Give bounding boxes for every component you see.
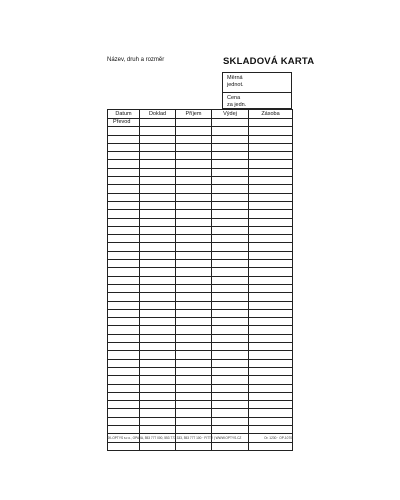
table-cell[interactable] — [176, 185, 212, 193]
table-cell[interactable] — [212, 425, 249, 433]
table-cell[interactable] — [108, 268, 140, 276]
unit-label-line2: jednot. — [227, 81, 244, 88]
table-row — [108, 442, 293, 450]
table-cell[interactable] — [176, 218, 212, 226]
table-cell[interactable] — [108, 343, 140, 351]
table-cell[interactable] — [212, 293, 249, 301]
table-cell[interactable] — [108, 409, 140, 417]
table-cell[interactable] — [108, 326, 140, 334]
table-cell[interactable] — [176, 243, 212, 251]
table-cell[interactable] — [212, 326, 249, 334]
table-row — [108, 343, 293, 351]
price-label-line2: za jedn. — [227, 101, 247, 108]
table-cell[interactable] — [212, 309, 249, 317]
table-cell[interactable] — [249, 127, 293, 135]
table-cell[interactable] — [140, 425, 176, 433]
table-cell[interactable] — [108, 359, 140, 367]
table-row — [108, 160, 293, 168]
table-cell[interactable] — [108, 301, 140, 309]
table-cell[interactable] — [176, 177, 212, 185]
table-cell[interactable] — [140, 226, 176, 234]
table-row — [108, 309, 293, 317]
table-cell[interactable] — [108, 351, 140, 359]
table-row — [108, 168, 293, 176]
table-row — [108, 425, 293, 433]
table-cell[interactable] — [249, 251, 293, 259]
table-row — [108, 367, 293, 375]
table-cell[interactable] — [140, 384, 176, 392]
footer-left: SK-OPTYS s.r.o., OPAVA, 553 777 000, 553 777 333, 553 777 100 · FITTY | WWW.OPTYS.CZ — [107, 436, 242, 440]
table-cell[interactable] — [108, 177, 140, 185]
table-row — [108, 243, 293, 251]
table-cell[interactable] — [249, 152, 293, 160]
table-cell[interactable] — [212, 168, 249, 176]
table-cell[interactable] — [140, 177, 176, 185]
table-cell[interactable] — [176, 276, 212, 284]
form-title: SKLADOVÁ KARTA — [223, 56, 315, 67]
unit-label-line1: Měrná — [227, 75, 243, 81]
table-cell[interactable] — [108, 127, 140, 135]
table-row — [108, 293, 293, 301]
table-cell[interactable] — [249, 425, 293, 433]
table-cell[interactable] — [249, 392, 293, 400]
table-cell[interactable] — [249, 409, 293, 417]
table-row — [108, 152, 293, 160]
table-cell[interactable] — [176, 160, 212, 168]
table-cell[interactable] — [249, 384, 293, 392]
table-cell[interactable] — [249, 185, 293, 193]
table-cell[interactable] — [140, 119, 176, 127]
item-name-label: Název, druh a rozměr — [107, 57, 165, 63]
table-cell[interactable] — [176, 367, 212, 375]
table-cell[interactable] — [108, 276, 140, 284]
col-header-date: Datum — [108, 110, 140, 119]
table-cell[interactable] — [140, 143, 176, 151]
table-cell[interactable] — [176, 284, 212, 292]
table-cell[interactable] — [108, 193, 140, 201]
table-cell[interactable] — [249, 243, 293, 251]
table-cell[interactable] — [212, 276, 249, 284]
table-cell[interactable] — [108, 376, 140, 384]
table-cell[interactable] — [176, 318, 212, 326]
table-cell[interactable] — [108, 384, 140, 392]
table-cell[interactable] — [140, 401, 176, 409]
table-row — [108, 260, 293, 268]
table-cell[interactable] — [249, 284, 293, 292]
table-cell[interactable] — [249, 143, 293, 151]
table-cell[interactable] — [249, 135, 293, 143]
table-cell[interactable] — [108, 135, 140, 143]
table-cell[interactable] — [108, 152, 140, 160]
table-cell[interactable] — [140, 309, 176, 317]
table-row — [108, 185, 293, 193]
table-cell[interactable] — [140, 201, 176, 209]
table-row — [108, 235, 293, 243]
table-cell[interactable] — [108, 226, 140, 234]
table-cell[interactable] — [249, 401, 293, 409]
table-row — [108, 193, 293, 201]
table-cell[interactable] — [108, 210, 140, 218]
table-cell[interactable] — [249, 301, 293, 309]
table-cell[interactable] — [176, 401, 212, 409]
table-cell[interactable] — [108, 417, 140, 425]
table-cell[interactable] — [176, 425, 212, 433]
table-cell[interactable] — [140, 359, 176, 367]
table-cell[interactable] — [176, 143, 212, 151]
table-cell[interactable] — [108, 309, 140, 317]
table-row — [108, 318, 293, 326]
table-cell[interactable] — [176, 235, 212, 243]
table-cell[interactable] — [176, 201, 212, 209]
table-row — [108, 417, 293, 425]
table-cell[interactable] — [176, 384, 212, 392]
unit-price-box — [222, 72, 292, 109]
table-cell[interactable] — [249, 376, 293, 384]
table-cell[interactable] — [108, 401, 140, 409]
table-cell[interactable] — [140, 293, 176, 301]
table-cell[interactable] — [176, 359, 212, 367]
table-cell[interactable] — [212, 201, 249, 209]
table-cell[interactable] — [140, 218, 176, 226]
table-cell[interactable] — [108, 243, 140, 251]
price-cell — [223, 92, 291, 108]
table-cell[interactable] — [212, 210, 249, 218]
table-cell[interactable] — [176, 309, 212, 317]
table-cell[interactable] — [108, 293, 140, 301]
table-row — [108, 143, 293, 151]
table-cell[interactable] — [212, 218, 249, 226]
col-header-income: Příjem — [176, 110, 212, 119]
table-cell[interactable] — [212, 185, 249, 193]
table-cell[interactable] — [212, 177, 249, 185]
table-row — [108, 218, 293, 226]
table-cell[interactable] — [140, 376, 176, 384]
table-cell[interactable] — [249, 359, 293, 367]
table-row — [108, 127, 293, 135]
table-cell[interactable] — [176, 260, 212, 268]
table-cell[interactable] — [140, 301, 176, 309]
table-cell[interactable] — [212, 351, 249, 359]
table-cell[interactable] — [212, 359, 249, 367]
table-cell[interactable] — [176, 392, 212, 400]
table-cell[interactable] — [212, 193, 249, 201]
table-cell[interactable] — [212, 251, 249, 259]
table-cell[interactable] — [176, 119, 212, 127]
table-cell[interactable] — [176, 135, 212, 143]
table-cell[interactable] — [212, 442, 249, 450]
table-cell[interactable] — [140, 284, 176, 292]
table-cell[interactable] — [249, 309, 293, 317]
table-cell[interactable] — [176, 442, 212, 450]
table-cell[interactable] — [108, 260, 140, 268]
table-cell[interactable] — [108, 168, 140, 176]
table-cell[interactable] — [249, 168, 293, 176]
table-cell[interactable] — [212, 226, 249, 234]
table-cell[interactable] — [140, 251, 176, 259]
table-cell[interactable] — [140, 268, 176, 276]
table-cell[interactable] — [140, 210, 176, 218]
table-cell[interactable] — [212, 318, 249, 326]
table-cell[interactable] — [140, 326, 176, 334]
table-row — [108, 135, 293, 143]
table-cell[interactable] — [212, 268, 249, 276]
table-cell[interactable] — [140, 409, 176, 417]
table-cell[interactable] — [176, 268, 212, 276]
table-row-transfer — [108, 119, 293, 127]
col-header-stock: Zásoba — [249, 110, 293, 119]
col-header-document: Doklad — [140, 110, 176, 119]
table-cell[interactable] — [140, 318, 176, 326]
table-cell[interactable] — [249, 276, 293, 284]
table-cell[interactable] — [108, 185, 140, 193]
table-cell[interactable] — [176, 251, 212, 259]
table-cell[interactable] — [249, 351, 293, 359]
table-cell[interactable] — [140, 417, 176, 425]
table-cell[interactable] — [140, 127, 176, 135]
table-cell[interactable] — [249, 193, 293, 201]
table-row — [108, 384, 293, 392]
table-cell[interactable] — [176, 343, 212, 351]
table-cell[interactable] — [108, 251, 140, 259]
table-row — [108, 268, 293, 276]
table-row — [108, 210, 293, 218]
table-cell[interactable] — [108, 392, 140, 400]
table-cell[interactable] — [212, 135, 249, 143]
table-cell[interactable] — [140, 260, 176, 268]
table-cell[interactable] — [176, 376, 212, 384]
table-cell[interactable] — [140, 351, 176, 359]
table-cell[interactable] — [249, 218, 293, 226]
table-cell[interactable] — [140, 343, 176, 351]
table-cell[interactable] — [140, 193, 176, 201]
table-cell[interactable] — [140, 334, 176, 342]
table-cell[interactable] — [108, 235, 140, 243]
table-row — [108, 251, 293, 259]
table-cell[interactable] — [249, 119, 293, 127]
table-cell[interactable] — [212, 401, 249, 409]
table-cell[interactable] — [176, 334, 212, 342]
table-cell[interactable] — [212, 127, 249, 135]
table-cell[interactable] — [249, 235, 293, 243]
table-cell[interactable] — [212, 384, 249, 392]
table-cell[interactable] — [249, 201, 293, 209]
table-cell[interactable] — [212, 243, 249, 251]
table-cell[interactable] — [108, 284, 140, 292]
transfer-label: Převod — [108, 119, 140, 127]
table-cell[interactable] — [140, 392, 176, 400]
table-cell[interactable] — [176, 210, 212, 218]
table-cell[interactable] — [176, 168, 212, 176]
table-cell[interactable] — [108, 201, 140, 209]
table-cell[interactable] — [140, 243, 176, 251]
table-cell[interactable] — [108, 442, 140, 450]
table-cell[interactable] — [140, 152, 176, 160]
table-cell[interactable] — [140, 135, 176, 143]
table-cell[interactable] — [249, 293, 293, 301]
table-cell[interactable] — [140, 160, 176, 168]
table-cell[interactable] — [249, 442, 293, 450]
table-cell[interactable] — [176, 152, 212, 160]
table-cell[interactable] — [176, 409, 212, 417]
table-cell[interactable] — [212, 417, 249, 425]
table-cell[interactable] — [108, 425, 140, 433]
price-label-line1: Cena — [227, 95, 241, 101]
table-cell[interactable] — [249, 260, 293, 268]
table-row — [108, 359, 293, 367]
table-cell[interactable] — [176, 301, 212, 309]
table-cell[interactable] — [249, 343, 293, 351]
table-cell[interactable] — [140, 185, 176, 193]
table-cell[interactable] — [176, 417, 212, 425]
table-cell[interactable] — [212, 301, 249, 309]
unit-cell — [223, 75, 291, 88]
table-cell[interactable] — [140, 276, 176, 284]
table-cell[interactable] — [108, 318, 140, 326]
table-cell[interactable] — [249, 268, 293, 276]
col-header-outgo: Výdej — [212, 110, 249, 119]
table-row — [108, 351, 293, 359]
table-cell[interactable] — [249, 210, 293, 218]
table-cell[interactable] — [212, 343, 249, 351]
table-cell[interactable] — [176, 127, 212, 135]
table-cell[interactable] — [249, 334, 293, 342]
table-cell[interactable] — [140, 367, 176, 375]
table-row — [108, 401, 293, 409]
table-cell[interactable] — [108, 160, 140, 168]
table-cell[interactable] — [176, 326, 212, 334]
table-cell[interactable] — [212, 284, 249, 292]
table-row — [108, 201, 293, 209]
table-cell[interactable] — [249, 367, 293, 375]
table-cell[interactable] — [212, 235, 249, 243]
table-cell[interactable] — [176, 293, 212, 301]
table-row — [108, 392, 293, 400]
table-cell[interactable] — [249, 226, 293, 234]
table-row — [108, 334, 293, 342]
table-cell[interactable] — [212, 143, 249, 151]
table-cell[interactable] — [249, 417, 293, 425]
footer — [107, 436, 292, 440]
table-row — [108, 226, 293, 234]
table-cell[interactable] — [140, 168, 176, 176]
table-cell[interactable] — [212, 119, 249, 127]
footer-right: Or. 1230 · OP-1070 — [264, 436, 292, 440]
table-cell[interactable] — [212, 260, 249, 268]
table-cell[interactable] — [108, 334, 140, 342]
table-row — [108, 326, 293, 334]
table-cell[interactable] — [249, 160, 293, 168]
table-row — [108, 376, 293, 384]
table-cell[interactable] — [212, 367, 249, 375]
table-cell[interactable] — [108, 367, 140, 375]
table-cell[interactable] — [249, 326, 293, 334]
table-cell[interactable] — [212, 376, 249, 384]
table-row — [108, 276, 293, 284]
table-cell[interactable] — [108, 143, 140, 151]
stock-table — [107, 109, 293, 451]
table-cell[interactable] — [108, 218, 140, 226]
table-cell[interactable] — [212, 392, 249, 400]
table-row — [108, 177, 293, 185]
table-cell[interactable] — [212, 160, 249, 168]
table-header-row — [108, 110, 293, 119]
table-cell[interactable] — [249, 318, 293, 326]
table-row — [108, 301, 293, 309]
table-cell[interactable] — [176, 193, 212, 201]
table-cell[interactable] — [249, 177, 293, 185]
table-row — [108, 284, 293, 292]
table-cell[interactable] — [176, 226, 212, 234]
table-cell[interactable] — [212, 334, 249, 342]
table-row — [108, 409, 293, 417]
table-cell[interactable] — [212, 152, 249, 160]
table-cell[interactable] — [140, 442, 176, 450]
table-cell[interactable] — [176, 351, 212, 359]
table-cell[interactable] — [140, 235, 176, 243]
table-cell[interactable] — [212, 409, 249, 417]
